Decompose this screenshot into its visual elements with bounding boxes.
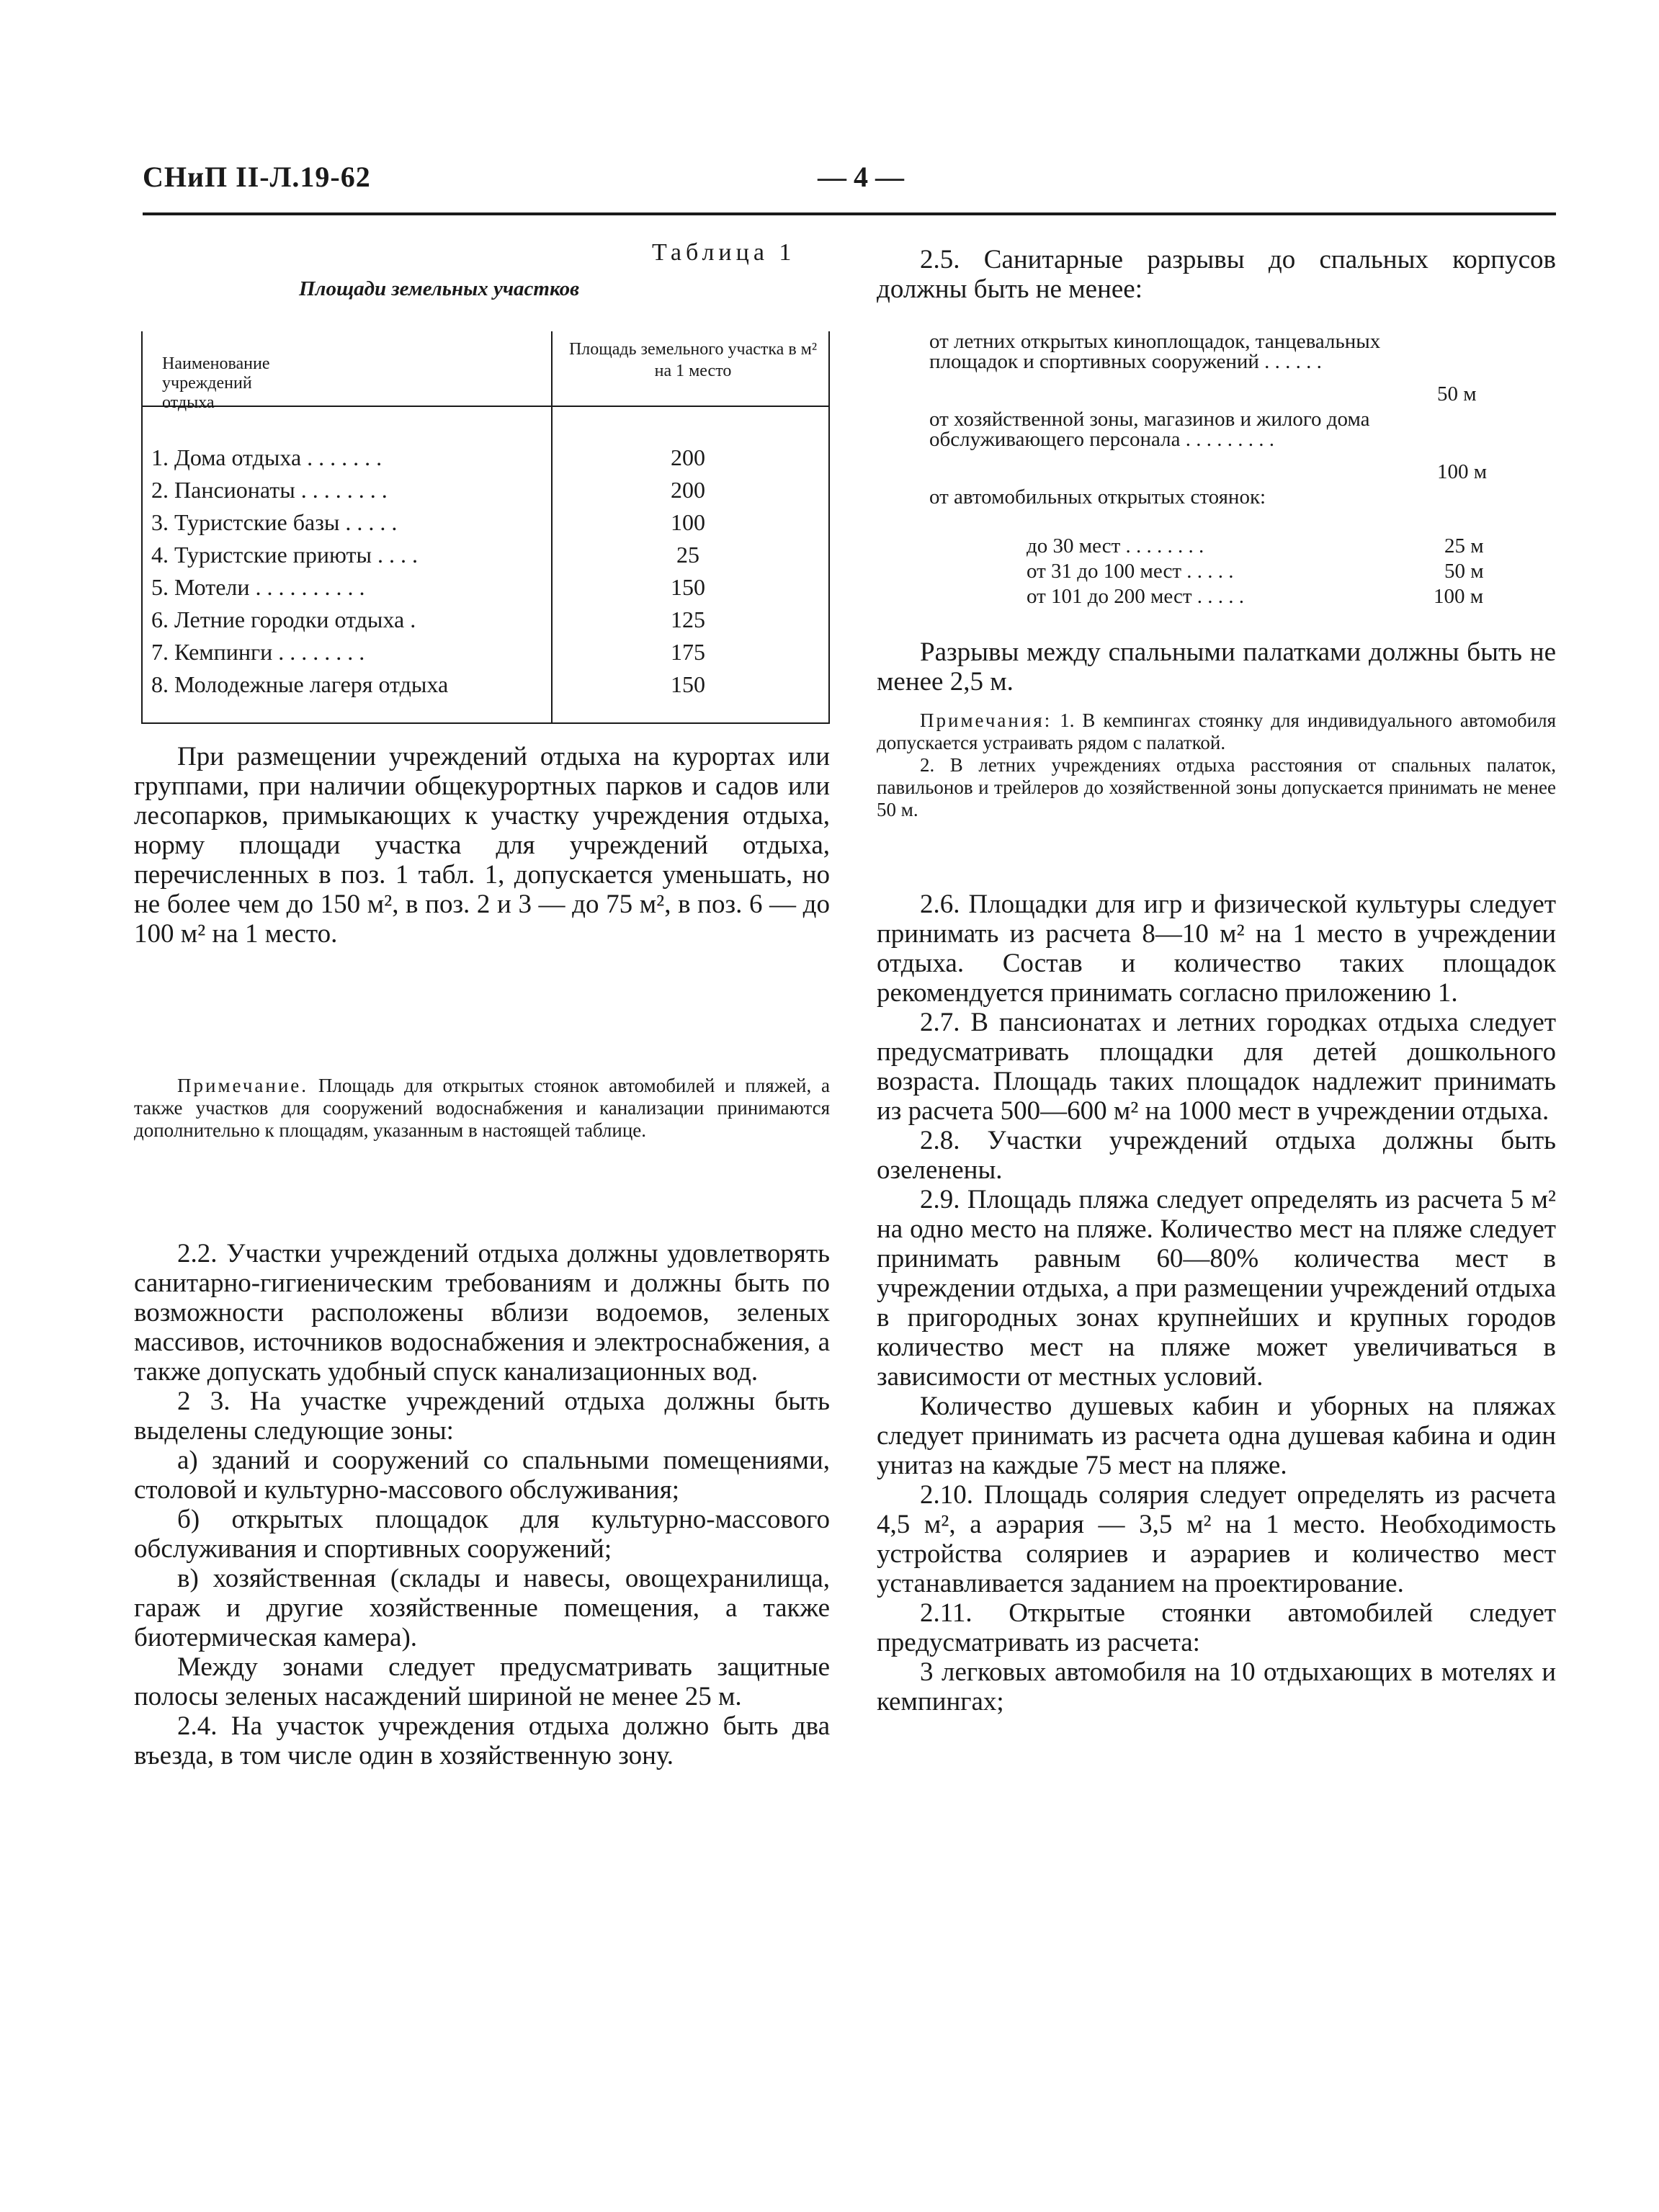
paragraph-2-6: 2.6. Площадки для игр и физической культуры следует принимать из расчета 8—10 м² на 1 место в учреждении отдыха. Состав и количество таких площадок рекомендуется принимать согласно приложению 1. [877,890,1556,1008]
section-2-2-to-2-4 [134,1239,830,1770]
paragraph-area-reduction [134,742,830,949]
table-right-border [828,331,830,724]
paragraph-2-8: 2.8. Участки учреждений отдыха должны быть озеленены. [877,1126,1556,1185]
header-divider [143,212,1556,215]
table-header-institution: Наименование учреждений отдыха [162,354,270,412]
parking-100-text: от 31 до 100 мест . . . . . [1027,560,1234,583]
paragraph-2-3-zones: Между зонами следует предусматривать защитные полосы зеленых насаждений шириной не менее 25 м. [134,1652,830,1711]
paragraph-2-9-showers: Количество душевых кабин и уборных на пляжах следует принимать из расчета одна душевая кабина и один унитаз на каждые 75 мест на пляже. [877,1392,1556,1480]
paragraph-2-3-a: а) зданий и сооружений со спальными помещениями, столовой и культурно-массового обслуживания; [134,1446,830,1505]
distance-household-text: от хозяйственной зоны, магазинов и жилого дома обслуживающего персонала . . . . . . . . . [929,408,1370,451]
parking-200-value: 100 м [1434,585,1484,608]
paragraph-2-9: 2.9. Площадь пляжа следует определять из расчета 5 м² на одно место на пляже. Количество мест на пляже следует принимать равным 60—80% количества мест в учреждении отдыха, а при размещении учреждений отдыха в пригородных зонах крупнейших и крупных городов количество мест на пляже может увеличиваться в зависимости от местных условий. [877,1185,1556,1392]
table-note [134,1075,830,1142]
table-title: Площади земельных участков [299,277,580,300]
table-row-name: 3. Туристские базы . . . . . [151,509,398,535]
note-2: 2. В летних учреждениях отдыха расстояния от спальных палаток, павильонов и трейлеров до хозяйственной зоны допускается принимать не менее 50 м. [877,754,1556,820]
paragraph-2-11-cars: 3 легковых автомобиля на 10 отдыхающих в мотелях и кемпингах; [877,1657,1556,1716]
page-number: — 4 — [818,161,904,193]
sections-2-6-to-2-11 [877,890,1556,1716]
document-code: СНиП II-Л.19-62 [143,161,371,193]
paragraph-2-3-c: в) хозяйственная (склады и навесы, овощехранилища, гараж и другие хозяйственные помещения, а также биотермическая камера). [134,1564,830,1652]
paragraph-text: 2.5. Санитарные разрывы до спальных корпусов должны быть не менее: [877,245,1556,304]
table-row-value: 125 [671,606,705,632]
table-row-name: 8. Молодежные лагеря отдыха [151,671,449,697]
table-column-divider [551,331,553,724]
distance-cinema-value: 50 м [1437,382,1477,406]
table-label: Таблица 1 [652,239,796,266]
note-text: Площадь для открытых стоянок автомобилей и пляжей, а также участков для сооружений водоснабжения и канализации принимаются дополнительно к площадям, указанным в настоящей таблице. [134,1075,830,1141]
note-label: Примечание. [177,1075,309,1096]
paragraph-2-11: 2.11. Открытые стоянки автомобилей следует предусматривать из расчета: [877,1598,1556,1657]
parking-30-text: до 30 мест . . . . . . . . [1027,534,1204,558]
distance-cinema-text: от летних открытых киноплощадок, танцевальных площадок и спортивных сооружений . . . . . . [929,330,1381,373]
paragraph-2-3: 2 3. На участке учреждений отдыха должны быть выделены следующие зоны: [134,1387,830,1446]
table-header-area: Площадь земельного участка в м² на 1 место [568,340,818,380]
paragraph-2-5 [877,245,1556,304]
table-row-value: 200 [671,444,705,470]
table-row-value: 200 [671,477,705,503]
table-row-value: 150 [671,671,705,697]
table-row-value: 175 [671,639,705,665]
table-left-border [141,331,143,724]
distance-parking-text: от автомобильных открытых стоянок: [929,485,1266,509]
note-1: 1. В кемпингах стоянку для индивидуального автомобиля допускается устраивать рядом с палаткой. [877,709,1556,753]
parking-200-text: от 101 до 200 мест . . . . . [1027,585,1245,608]
table-bottom-rule [141,722,830,724]
notes-block [877,709,1556,821]
distance-household-value: 100 м [1437,460,1488,483]
table-row-name: 2. Пансионаты . . . . . . . . [151,477,388,503]
table-row-name: 6. Летние городки отдыха . [151,606,416,632]
table-row-value: 25 [676,542,699,568]
paragraph-2-2: 2.2. Участки учреждений отдыха должны удовлетворять санитарно-гигиеническим требованиям и должны быть по возможности расположены вблизи водоемов, зеленых массивов, источников водоснабжения и электроснабжения, а также допускать удобный спуск канализационных вод. [134,1239,830,1387]
table-row-name: 5. Мотели . . . . . . . . . . [151,574,365,600]
paragraph-2-3-b: б) открытых площадок для культурно-массового обслуживания и спортивных сооружений; [134,1505,830,1564]
table-row-value: 100 [671,509,705,535]
table-row-value: 150 [671,574,705,600]
parking-30-value: 25 м [1444,534,1484,558]
paragraph-text: Разрывы между спальными палатками должны быть не менее 2,5 м. [877,637,1556,697]
parking-100-value: 50 м [1444,560,1484,583]
table-row-name: 4. Туристские приюты . . . . [151,542,418,568]
table-row-name: 7. Кемпинги . . . . . . . . [151,639,365,665]
paragraph-text: При размещении учреждений отдыха на курортах или группами, при наличии общекурортных парков и садов или лесопарков, примыкающих к участку учреждения отдыха, норму площади участка для учреждений отдыха, перечисленных в поз. 1 табл. 1, допускается уменьшать, но не более чем до 150 м², в поз. 2 и 3 — до 75 м², в поз. 6 — до 100 м² на 1 место. [134,742,830,949]
notes-label: Примечания: [920,709,1052,731]
paragraph-2-4: 2.4. На участок учреждения отдыха должно быть два въезда, в том числе один в хозяйственную зону. [134,1711,830,1770]
paragraph-2-10: 2.10. Площадь солярия следует определять из расчета 4,5 м², а аэрария — 3,5 м² на 1 место. Необходимость устройства соляриев и аэрариев и количество мест устанавливается заданием на проектирование. [877,1480,1556,1598]
table-row-name: 1. Дома отдыха . . . . . . . [151,444,383,470]
paragraph-tents [877,637,1556,697]
paragraph-2-7: 2.7. В пансионатах и летних городках отдыха следует предусматривать площадки для детей дошкольного возраста. Площадь таких площадок надлежит принимать из расчета 500—600 м² на 1000 мест в учреждении отдыха. [877,1008,1556,1126]
